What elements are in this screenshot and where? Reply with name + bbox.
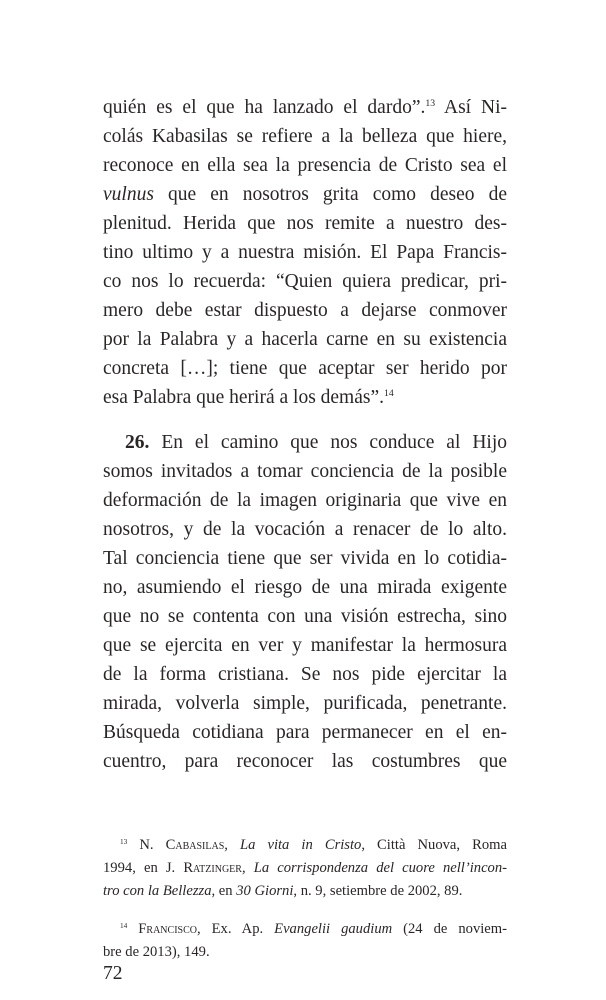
- text-segment: (24 de noviem-: [392, 921, 507, 938]
- text-segment: [127, 921, 138, 937]
- text-line: [103, 515, 507, 544]
- footnote-reference: 14: [120, 920, 128, 930]
- text-segment: 1994, en J.: [103, 859, 184, 876]
- text-segment: ,: [224, 837, 240, 853]
- text-segment: somos invitados a tomar conciencia de la posible: [103, 461, 507, 482]
- text-segment: bre de 2013), 149.: [103, 944, 210, 961]
- text-segment: mirada, volverla simple, purificada, penetrante.: [103, 693, 507, 714]
- text-line: [103, 486, 507, 515]
- footnotes: [103, 834, 507, 964]
- text-segment: Tal conciencia tiene que ser vivida en lo cotidia-: [103, 548, 507, 569]
- body-text: [103, 93, 507, 776]
- footnote-reference: 13: [425, 97, 436, 109]
- text-line: [103, 238, 507, 267]
- text-segment: tro con la Bellezza: [103, 882, 212, 899]
- text-segment: 30 Giorni: [236, 882, 294, 899]
- text-segment: , Ex. Ap.: [196, 921, 275, 938]
- paragraph-26: [103, 428, 507, 776]
- text-segment: colás Kabasilas se refiere a la belleza que hiere,: [103, 126, 507, 147]
- text-line: [103, 122, 507, 151]
- text-segment: co nos lo recuerda: “Quien quiera predicar, pri-: [103, 271, 507, 292]
- text-line: [103, 428, 507, 457]
- text-line: [103, 296, 507, 325]
- text-line: [103, 880, 507, 903]
- footnote-reference: 13: [120, 836, 128, 846]
- text-segment: plenitud. Herida que nos remite a nuestro des-: [103, 213, 507, 234]
- text-segment: nosotros, y de la vocación a renacer de lo alto.: [103, 519, 507, 540]
- text-line: [103, 941, 507, 964]
- text-line: [103, 631, 507, 660]
- text-segment: Búsqueda cotidiana para permanecer en el en-: [103, 722, 507, 743]
- text-segment: Así Ni-: [435, 97, 507, 118]
- text-line: [103, 573, 507, 602]
- text-segment: N.: [127, 837, 166, 853]
- text-segment: ,: [241, 859, 254, 876]
- text-line: [103, 354, 507, 383]
- text-line: [103, 660, 507, 689]
- text-segment: Ratzinger: [183, 859, 242, 876]
- text-line: [103, 857, 507, 880]
- text-line: [103, 457, 507, 486]
- text-segment: concreta […]; tiene que aceptar ser herido por: [103, 358, 507, 379]
- text-line: [103, 267, 507, 296]
- page-number: 72: [103, 963, 123, 984]
- footnote-14: [103, 918, 507, 964]
- text-segment: de la forma cristiana. Se nos pide ejercitar la: [103, 664, 507, 685]
- text-line: [103, 689, 507, 718]
- text-segment: Francisco: [138, 921, 197, 938]
- text-segment: vulnus: [103, 184, 154, 205]
- text-segment: por la Palabra y a hacerla carne en su existencia: [103, 329, 507, 350]
- text-line: [103, 209, 507, 238]
- footnote-reference: 14: [384, 387, 394, 399]
- text-line: [103, 834, 507, 857]
- text-segment: deformación de la imagen originaria que vive en: [103, 490, 507, 511]
- text-line: [103, 544, 507, 573]
- text-segment: 26.: [125, 432, 150, 453]
- text-segment: que se ejercita en ver y manifestar la hermosura: [103, 635, 507, 656]
- text-line: [103, 747, 507, 776]
- text-line: [103, 180, 507, 209]
- text-segment: que en nosotros grita como deseo de: [153, 184, 507, 205]
- text-line: [103, 383, 507, 412]
- text-line: [103, 718, 507, 747]
- text-segment: , Città Nuova, Roma: [361, 837, 507, 853]
- text-line: [103, 602, 507, 631]
- text-line: [103, 151, 507, 180]
- text-segment: , en: [211, 882, 237, 899]
- paragraph-continuation: [103, 93, 507, 412]
- text-line: [103, 325, 507, 354]
- text-segment: La corrispondenza del cuore nell’incon-: [253, 859, 508, 876]
- text-segment: esa Palabra que herirá a los demás”.: [103, 387, 384, 408]
- text-segment: En el camino que nos conduce al Hijo: [149, 432, 507, 453]
- text-line: [103, 918, 507, 941]
- footnote-13: [103, 834, 507, 902]
- text-segment: mero debe estar dispuesto a dejarse conmover: [103, 300, 507, 321]
- text-segment: quién es el que ha lanzado el dardo”.: [103, 97, 426, 118]
- text-segment: que no se contenta con una visión estrecha, sino: [103, 606, 507, 627]
- text-segment: cuentro, para reconocer las costumbres que: [103, 751, 507, 772]
- text-segment: , n. 9, setiembre de 2002, 89.: [293, 882, 463, 899]
- text-segment: reconoce en ella sea la presencia de Cristo sea el: [103, 155, 507, 176]
- text-segment: no, asumiendo el riesgo de una mirada exigente: [103, 577, 507, 598]
- text-segment: Evangelii gaudium: [274, 921, 393, 938]
- text-segment: La vita in Cristo: [239, 837, 362, 853]
- text-line: [103, 93, 507, 122]
- text-segment: Cabasilas: [165, 837, 225, 853]
- text-segment: tino ultimo y a nuestra misión. El Papa Francis-: [103, 242, 507, 263]
